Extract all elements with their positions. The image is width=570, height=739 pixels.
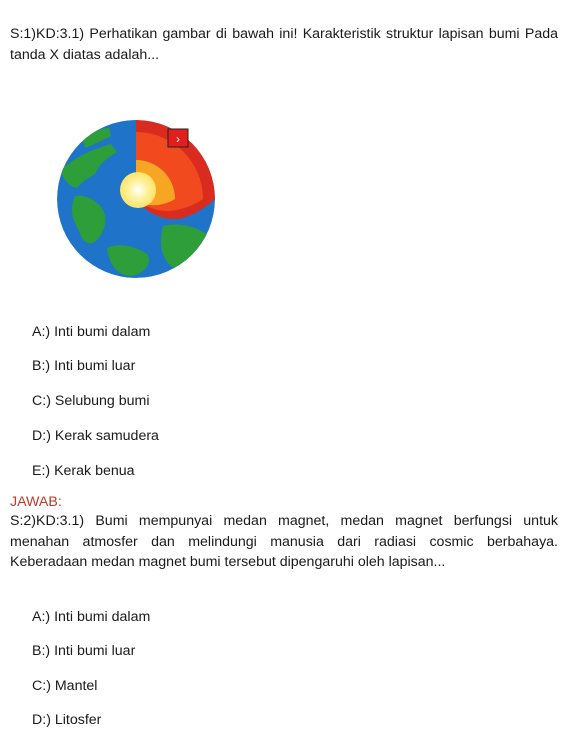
q2-option-d[interactable]: D:) Litosfer [32,712,102,728]
answer-label: JAWAB: [10,494,62,510]
q1-option-a[interactable]: A:) Inti bumi dalam [32,324,151,340]
q1-option-d[interactable]: D:) Kerak samudera [32,428,159,444]
q2-option-b[interactable]: B:) Inti bumi luar [32,643,136,659]
q2-option-c[interactable]: C:) Mantel [32,678,98,694]
q1-option-b[interactable]: B:) Inti bumi luar [32,358,136,374]
marker-x-label: › [176,132,180,146]
inner-core-layer [120,172,156,208]
earth-layers-figure [55,118,217,280]
q1-option-c[interactable]: C:) Selubung bumi [32,393,150,409]
question-2-text: S:2)KD:3.1) Bumi mempunyai medan magnet, medan magnet berfungsi untuk menahan atmosfer dan melindungi manusia dari radiasi cosmic berbahaya. Keberadaan medan magnet bumi tersebut dipengaruhi oleh lapisan... [10,513,558,570]
q1-option-e[interactable]: E:) Kerak benua [32,463,135,479]
q2-option-a[interactable]: A:) Inti bumi dalam [32,609,151,625]
question-1-text: S:1)KD:3.1) Perhatikan gambar di bawah ini! Karakteristik struktur lapisan bumi Pada tanda X diatas adalah... [10,26,558,63]
